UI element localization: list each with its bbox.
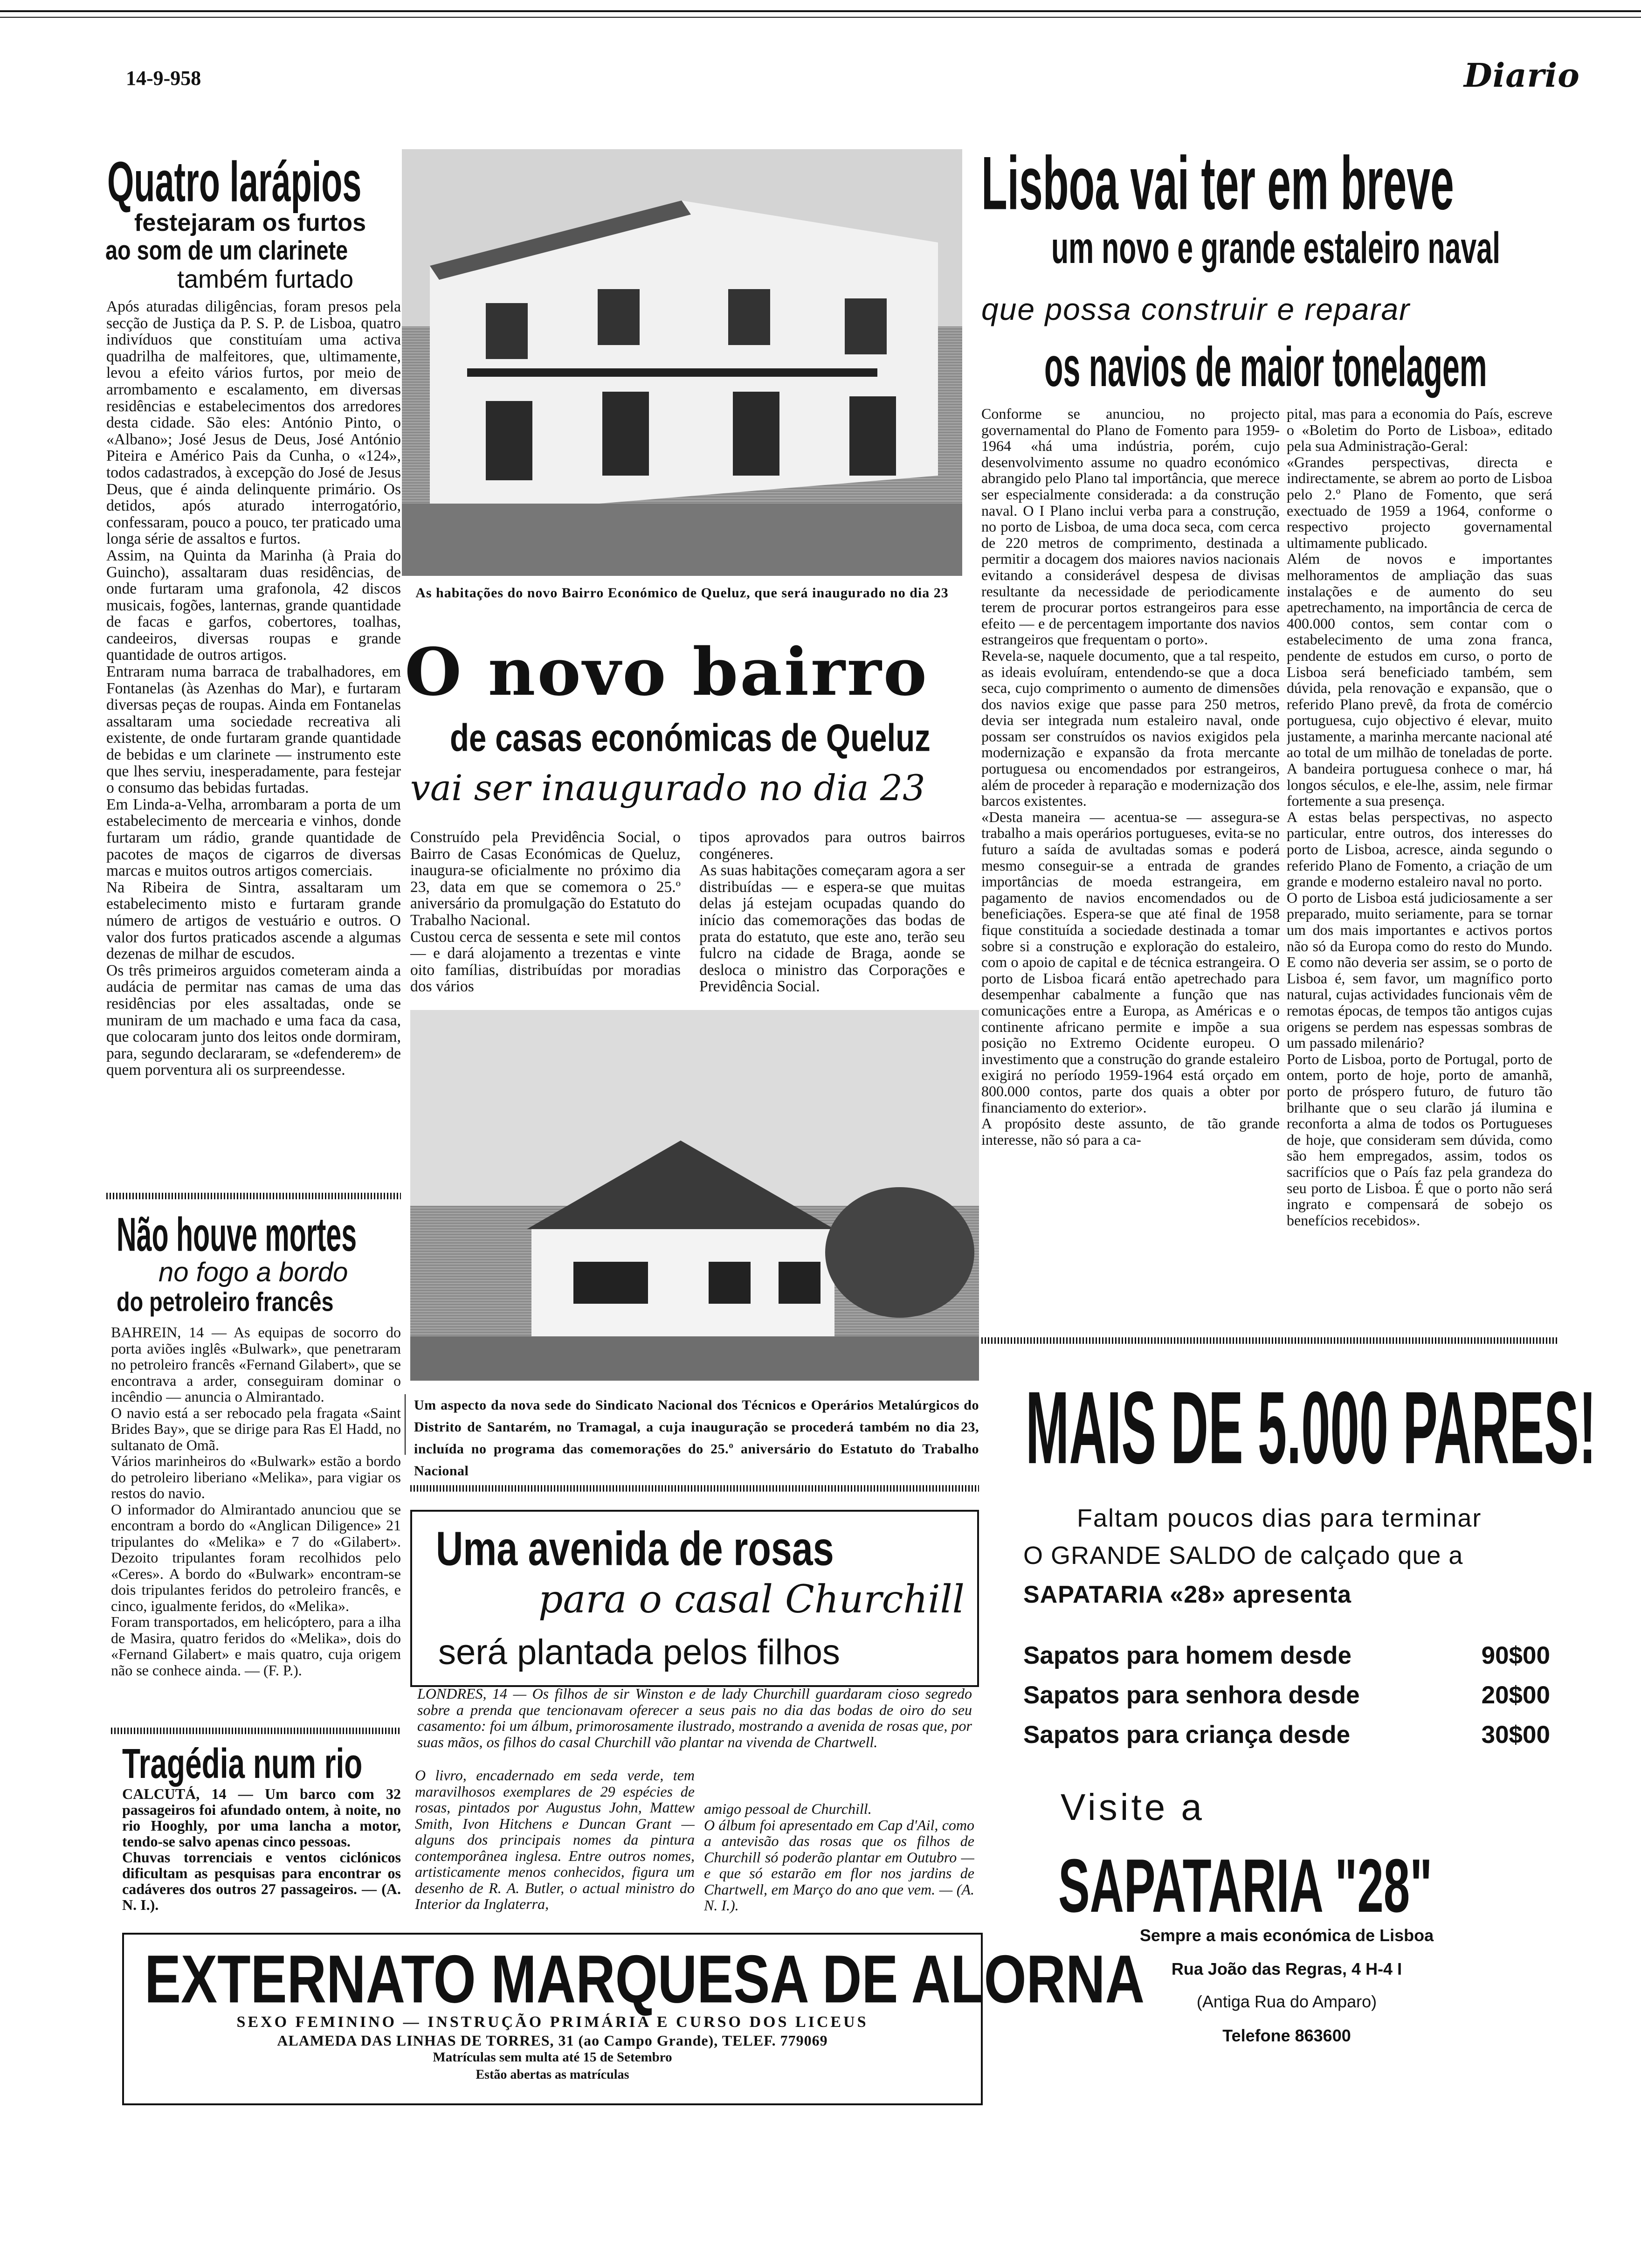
churchill-subtitle-2: será plantada pelos filhos xyxy=(438,1632,840,1672)
externato-title: EXTERNATO MARQUESA DE ALORNA xyxy=(145,1941,1145,2017)
price-row-crianca xyxy=(1023,1721,1550,1749)
price-value: 90$00 xyxy=(1481,1642,1550,1669)
externato-line-1: SEXO FEMININO — INSTRUÇÃO PRIMÁRIA E CURSO DOS LICEUS xyxy=(236,2013,869,2031)
churchill-col1: O livro, encadernado em seda verde, tem maravilhosos exemplares de 29 espécies de rosas, pintados por Augustus John, Mattew Smith, Ivon Hitchens e Duncan Grant — alguns dos principais nomes da pintura contemporânea inglesa. Entre outros nomes, artisticamente menos conhecidos, figura um desenho de R. A. Butler, o actual ministro do Interior da Inglaterra, xyxy=(415,1767,695,1912)
divider xyxy=(410,1485,979,1492)
sapataria-line-1: Faltam poucos dias para terminar xyxy=(1077,1504,1482,1532)
photo-sindicato xyxy=(410,1010,979,1381)
externato-line-4: Estão abertas as matrículas xyxy=(476,2067,629,2082)
price-row-senhora xyxy=(1023,1681,1550,1709)
sapataria-line-3: SAPATARIA «28» apresenta xyxy=(1023,1581,1352,1608)
sapataria-footer-2: Rua João das Regras, 4 H-4 I xyxy=(1171,1959,1402,1978)
quatro-body: Após aturadas diligências, foram presos pela secção de Justiça da P. S. P. de Lisboa, quatro indivíduos que constituíam uma activa quadrilha de malfeitores, que, ultimamente, levou a efeito vários furtos, por meio de arrombamento e escalamento, em diversas residências e estabelecimentos dos arredores desta cidade. São eles: António Pinto, o «Albano»; José Jesus de Deus, José António Piteira e Américo Pais da Cunha, o «124», todos cadastrados, à excepção do José de Jesus Deus, que é ainda delinquente primário. Os detidos, após aturado interrogatório, confessaram, pouco a pouco, ter praticado uma longa série de assaltos e furtos. Assim, na Quinta da Marinha (à Praia do Guincho), assaltaram duas residências, de onde furtaram uma grafonola, 42 discos musicais, fogões, lanternas, grande quantidade de facas e garfos, cobertores, toalhas, candeeiros, diversas roupas e grande quantidade de outros artigos. Entraram numa barraca de trabalhadores, em Fontanelas (às Azenhas do Mar), e furtaram diversas peças de roupas. Ainda em Fontanelas assaltaram uma sociedade recreativa ali existente, de onde furtaram grande quantidade de bebidas e um clarinete — instrumento este que lhes serviu, inesperadamente, para festejar o consumo das bebidas furtadas. Em Linda-a-Velha, arrombaram a porta de um estabelecimento de mercearia e vinhos, donde furtaram um rádio, grande quantidade de pacotes de maços de cigarros de diversas marcas e muitos outros artigos comerciais. Na Ribeira de Sintra, assaltaram um estabelecimento misto e furtaram grande número de artigos de vestuário e outros. O valor dos furtos praticados ascende a algumas dezenas de milhar de escudos. Os três primeiros arguidos cometeram ainda a audácia de permitar nas camas de uma das residências por eles assaltadas, onde se muniram de um machado e uma faca da casa, que colocaram junto dos leitos onde dormiram, para, segundo declararam, se «defenderem» de quem porventura ali os surpreendesse. xyxy=(106,298,401,1079)
mortes-subtitle-2: do petroleiro francês xyxy=(117,1287,334,1317)
sapataria-name: SAPATARIA "28" xyxy=(1058,1843,1433,1928)
queluz-subtitle-2: vai ser inaugurado no dia 23 xyxy=(410,767,925,809)
lisboa-subtitle-3: os navios de maior tonelagem xyxy=(1044,336,1487,398)
column-rule xyxy=(405,1394,406,1455)
masthead: Diario xyxy=(1464,56,1580,95)
tragedia-body: CALCUTÁ, 14 — Um barco com 32 passageiros foi afundado ontem, à noite, no rio Hooghly, por uma lancha a motor, tendo-se salvo apenas cinco pessoas. Chuvas torrenciais e ventos ciclónicos dificultam as pesquisas para encontrar os cadáveres dos outros 27 passageiros. — (A. N. I.). xyxy=(122,1786,401,1913)
lisboa-subtitle-1: um novo e grande estaleiro naval xyxy=(1051,223,1500,273)
lisboa-col2: pital, mas para a economia do País, escreve o «Boletim do Porto de Lisboa», editado pela sua Administração-Geral: «Grandes perspectivas, directa e indirectamente, se abrem ao porto de Lisboa pelo 2.º Plano de Fomento, que será exectuado de 1959 a 1964, conforme o respectivo projecto governamental ultimamente publicado. Além de novos e importantes melhoramentos de ampliação das suas instalações e de aumento do seu apetrechamento, na importância de cerca de 400.000 contos, sem contar com o estabelecimento de uma zona franca, pendente de estudos em curso, o porto de Lisboa será beneficiado também, sem dúvida, pela renovação e expansão, que o referido Plano prevê, da frota de comércio portuguesa, cujo objectivo é elevar, muito justamente, a marinha mercante nacional até ao total de um milhão de toneladas de porte. A bandeira portuguesa conhece o mar, há longos séculos, e ele-lhe, assim, nele firmar fortemente a sua presença. A estas belas perspectivas, no aspecto particular, entre outros, dos interesses do porto de Lisboa, acresce, ainda segundo o referido Plano de Fomento, a criação de um grande e moderno estaleiro naval no porto. O porto de Lisboa está judiciosamente a ser preparado, muito seriamente, para se tornar um dos mais importantes e activos portos não só da Europa como do resto do Mundo. E como não deveria ser assim, se o porto de Lisboa é, sem favor, um magnífico porto natural, cujas actividades funcionais vêm de remotas épocas, de tempos tão antigos cujas origens se perdem nas espessas sombras de um passado milenário? Porto de Lisboa, porto de Portugal, porto de ontem, porto de hoje, porto de amanhã, porto de próspero futuro, de futuro tão brilhante que o seu clarão já ilumina e reconforta a alma de todos os Portugueses de hoje, que consideram sem dúvida, como são hem empregados, assim, todos os sacrifícios que o País faz pela grandeza do seu porto de Lisboa. É que o porto não será ingrato e compensará de sobejo os benefícios recebidos». xyxy=(1287,406,1552,1229)
price-label: Sapatos para senhora desde xyxy=(1023,1681,1360,1709)
price-row-homem xyxy=(1023,1641,1550,1670)
building-illustration xyxy=(410,1010,979,1381)
queluz-col1: Construído pela Previdência Social, o Bairro de Casas Económicas de Queluz, inaugura-se oficialmente no próximo dia 23, data em que se comemora o 25.º aniversário da promulgação do Estatuto do Trabalho Nacional. Custou cerca de sessenta e sete mil contos — e dará alojamento a trezentas e vinte oito famílias, distribuídas por moradias dos vários xyxy=(410,829,681,996)
queluz-subtitle-1: de casas económicas de Queluz xyxy=(450,716,931,760)
price-label: Sapatos para homem desde xyxy=(1023,1642,1351,1669)
divider xyxy=(981,1337,1557,1344)
sapataria-title: MAIS DE 5.000 PARES! xyxy=(1026,1369,1597,1485)
sapataria-line-2: O GRANDE SALDO de calçado que a xyxy=(1023,1542,1463,1570)
price-value: 30$00 xyxy=(1481,1721,1550,1749)
externato-line-3: Matrículas sem multa até 15 de Setembro xyxy=(433,2050,672,2065)
tragedia-title: Tragédia num rio xyxy=(122,1740,363,1787)
top-rule xyxy=(0,10,1641,12)
quatro-subtitle-2: ao som de um clarinete xyxy=(105,236,348,266)
queluz-title: O novo bairro xyxy=(405,634,929,711)
lisboa-subtitle-2: que possa construir e reparar xyxy=(981,292,1411,326)
divider xyxy=(111,1728,401,1734)
top-rule-thin xyxy=(0,17,1641,18)
lisboa-col1: Conforme se anunciou, no projecto governamental do Plano de Fomento para 1959-1964 «há uma indústria, porém, cujo desenvolvimento assume no quadro económico abrangido pelo Plano tal importância, que merece ser especialmente considerada: a da construção naval. O I Plano inclui verba para a construção, no porto de Lisboa, de uma doca seca, com cerca de 220 metros de comprimento, destinada a permitir a docagem dos maiores navios nacionais evitando a considerável despesa de divisas resultante da necessidade de periodicamente terem de procurar portos estrangeiros para esse efeito — e de percentagem importante dos navios estrangeiros que frequentam o porto». Revela-se, naquele documento, que a tal respeito, as ideais evoluíram, entendendo-se que a doca seca, cujo comprimento o aumento de dimensões dos navios exige que passe para 250 metros, devia ser integrada num estaleiro naval, onde possam ser construídos os navios exigidos pela modernização e expansão da frota mercante portuguesa ou encomendados por estrangeiros, além de proceder à reparação e modernização dos barcos existentes. «Desta maneira — acentua-se — assegura-se trabalho a mais operários portugueses, evita-se no futuro a saída de avultadas somas e poderá mesmo conseguir-se a entrada de grandes importâncias de moeda estrangeira, em pagamento de navios encomendados ou de beneficiações. Espera-se que até final de 1958 fique constituída a sociedade destinada a tomar sobre si a construção e exploração do estaleiro, com o apoio de capital e de técnica estrangeira. O porto de Lisboa ficará então apetrechado para desempenhar cabalmente a função que nas comunicações entre a Europa, as Américas e o continente africano permite e impõe a sua posição no Extremo Ocidente europeu. O investimento que a construção do grande estaleiro exigirá no período 1959-1964 está orçado em 800.000 contos, parte dos quais a obter por financiamento do exterior». A propósito deste assunto, de tão grande interesse, não só para a ca- xyxy=(981,406,1280,1148)
divider xyxy=(106,1193,401,1199)
photo1-caption: As habitações do novo Bairro Económico de Queluz, que será inaugurado no dia 23 xyxy=(415,585,949,601)
photo-bairro-queluz xyxy=(402,149,962,576)
sapataria-footer-4: Telefone 863600 xyxy=(1222,2026,1351,2045)
churchill-lead: LONDRES, 14 — Os filhos de sir Winston e de lady Churchill guardaram cioso segredo sobre a prenda que tencionavam oferecer a seus pais no dia das bodas de oiro do seu casamento: foi um álbum, primorosamente ilustrado, mostrando a avenida de rosas que, por suas mãos, os filhos do casal Churchill vão plantar na vivenda de Chartwell. xyxy=(417,1686,972,1750)
quatro-subtitle-1: festejaram os furtos xyxy=(134,209,366,236)
sapataria-visite: Visite a xyxy=(1061,1786,1205,1828)
sapataria-footer-3: (Antiga Rua do Amparo) xyxy=(1196,1992,1377,2011)
price-label: Sapatos para criança desde xyxy=(1023,1721,1351,1749)
externato-line-2: ALAMEDA DAS LINHAS DE TORRES, 31 (ao Campo Grande), TELEF. 779069 xyxy=(277,2032,828,2049)
houses-illustration xyxy=(402,149,962,576)
sapataria-footer-1: Sempre a mais económica de Lisboa xyxy=(1139,1926,1434,1945)
mortes-subtitle-1: no fogo a bordo xyxy=(159,1257,348,1287)
churchill-title: Uma avenida de rosas xyxy=(436,1521,834,1576)
lisboa-title: Lisboa vai ter em breve xyxy=(981,141,1454,226)
queluz-col2: tipos aprovados para outros bairros congéneres. As suas habitações começaram agora a ser distribuídas — e espera-se que muitas delas já estejam ocupadas quando do início das comemorações das bodas de prata do estatuto, que este ano, terão seu fulcro na cidade de Braga, aonde se desloca o ministro das Corporações e Previdência Social. xyxy=(699,829,965,996)
mortes-title: Não houve mortes xyxy=(117,1208,357,1261)
quatro-subtitle-3: também furtado xyxy=(177,265,354,293)
quatro-title: Quatro larápios xyxy=(107,151,362,214)
photo2-caption: Um aspecto da nova sede do Sindicato Nacional dos Técnicos e Operários Metalúrgicos do Distrito de Santarém, no Tramagal, a cuja inauguração se procederá também no dia 23, incluída no programa das comemorações do 25.º aniversário do Estatuto do Trabalho Nacional xyxy=(414,1397,979,1479)
churchill-subtitle-1: para o casal Churchill xyxy=(538,1577,965,1622)
header-date: 14-9-958 xyxy=(126,67,201,90)
churchill-col2: amigo pessoal de Churchill. O álbum foi apresentado em Cap d'Ail, como a antevisão das rosas que os filhos de Churchill só poderão plantar em Outubro — e que só estarão em flor nos jardins de Chartwell, em Março do ano que vem. — (A. N. I.). xyxy=(704,1801,974,1914)
mortes-body: BAHREIN, 14 — As equipas de socorro do porta aviões inglês «Bulwark», que penetraram no petroleiro francês «Fernand Gilabert», que se encontrava a arder, conseguiram dominar o incêndio — anuncia o Almirantado. O navio está a ser rebocado pela fragata «Saint Brides Bay», que se dirige para Ras El Hadd, no sultanato de Omã. Vários marinheiros do «Bulwark» estão a bordo do petroleiro liberiano «Melika», para vigiar os restos do navio. O informador do Almirantado anunciou que se encontram a bordo do «Anglican Diligence» 21 tripulantes do «Melika» e 7 do «Gilabert». Dezoito tripulantes foram recolhidos pelo «Ceres». A bordo do «Bulwark» encontram-se dois tripulantes feridos do petroleiro francês, e cinco, igualmente feridos, do «Melika». Foram transportados, em helicóptero, para a ilha de Masira, quatro feridos do «Melika», dois do «Fernand Gilabert» e mais quatro, cuja origem não se conhece ainda. — (F. P.). xyxy=(111,1324,401,1679)
price-value: 20$00 xyxy=(1481,1681,1550,1709)
